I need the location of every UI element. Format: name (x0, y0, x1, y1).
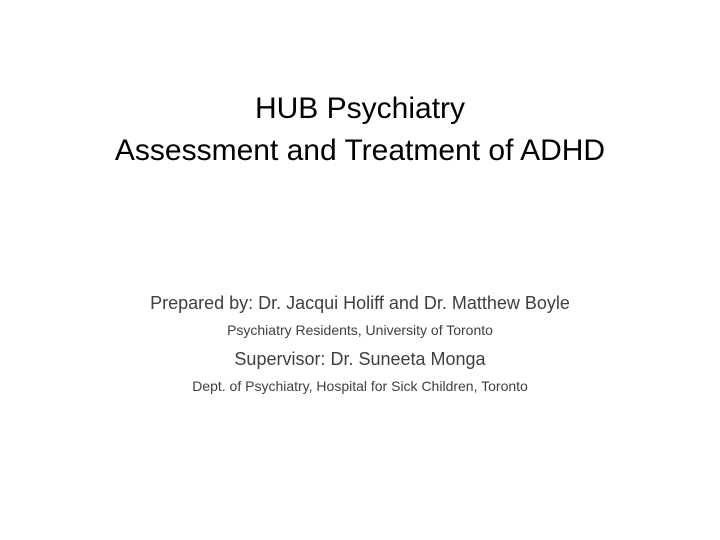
affiliation-text: Psychiatry Residents, University of Toronto (227, 322, 493, 338)
slide-title (36, 88, 684, 172)
supervisor-affiliation-text: Dept. of Psychiatry, Hospital for Sick Children, Toronto (192, 378, 528, 394)
title-line-1: HUB Psychiatry (254, 92, 466, 125)
supervisor-text: Supervisor: Dr. Suneeta Monga (234, 349, 486, 369)
slide-subtitle (72, 290, 648, 396)
title-line-2: Assessment and Treatment of ADHD (114, 134, 606, 167)
prepared-by-text: Prepared by: Dr. Jacqui Holiff and Dr. Matthew Boyle (150, 293, 570, 313)
